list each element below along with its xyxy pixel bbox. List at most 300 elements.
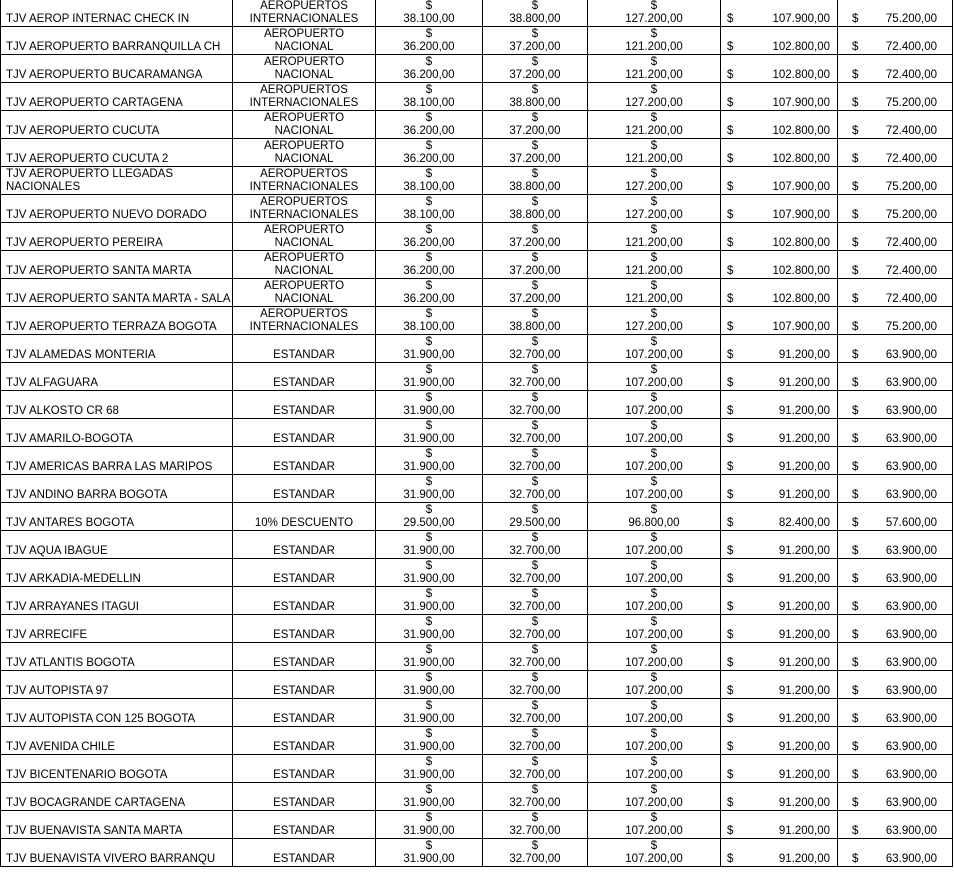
price-cell-v4 [721,531,838,559]
price-cell-v4 [721,503,838,531]
currency-symbol: $ [531,448,539,460]
price-cell-v1 [376,279,483,307]
price-value: 36.200,00 [403,69,455,81]
currency-symbol: $ [650,812,658,824]
currency-symbol: $ [852,713,859,725]
category-cell [233,223,376,251]
currency-symbol: $ [531,504,539,516]
currency-symbol: $ [852,125,859,137]
price-cell-v5 [838,699,953,727]
category-cell [233,83,376,111]
price-cell-v4 [721,671,838,699]
location-name: TJV BICENTENARIO BOGOTA [6,769,168,781]
currency-symbol: $ [425,756,433,768]
location-name-cell [1,223,233,251]
currency-symbol: $ [650,364,658,376]
price-value: 63.900,00 [885,405,937,417]
category-cell [233,811,376,839]
currency-symbol: $ [531,168,539,180]
currency-symbol: $ [531,28,539,40]
location-name-cell [1,139,233,167]
location-name-cell [1,475,233,503]
price-cell-v4 [721,839,838,867]
category-cell [233,475,376,503]
currency-symbol: $ [852,629,859,641]
location-name: TJV BUENAVISTA SANTA MARTA [6,825,183,837]
table-row [1,811,953,839]
price-cell-v5 [838,335,953,363]
price-cell-v2 [483,783,588,811]
currency-symbol: $ [650,560,658,572]
table-row [1,83,953,111]
price-cell-v4 [721,139,838,167]
price-value: 32.700,00 [509,461,561,473]
category-label: AEROPUERTOS INTERNACIONALES [249,168,359,193]
price-cell-v3 [588,727,721,755]
price-value: 63.900,00 [885,377,937,389]
price-value: 121.200,00 [625,237,683,249]
currency-symbol: $ [531,224,539,236]
location-name-cell [1,391,233,419]
price-cell-v4 [721,643,838,671]
price-cell-v3 [588,671,721,699]
price-value: 107.200,00 [625,461,683,473]
price-cell-v1 [376,475,483,503]
price-cell-v2 [483,391,588,419]
price-value: 91.200,00 [778,545,830,557]
price-value: 63.900,00 [885,853,937,865]
price-cell-v5 [838,279,953,307]
price-cell-v1 [376,307,483,335]
price-cell-v2 [483,643,588,671]
currency-symbol: $ [852,769,859,781]
category-cell [233,839,376,867]
currency-symbol: $ [531,252,539,264]
category-cell [233,503,376,531]
category-label: AEROPUERTO NACIONAL [263,252,345,277]
currency-symbol: $ [425,504,433,516]
table-row [1,447,953,475]
table-row [1,195,953,223]
currency-symbol: $ [650,196,658,208]
category-cell [233,699,376,727]
location-name-cell [1,27,233,55]
currency-symbol: $ [425,308,433,320]
location-name-cell [1,615,233,643]
currency-symbol: $ [650,168,658,180]
price-cell-v3 [588,699,721,727]
price-value: 31.900,00 [403,377,455,389]
location-name: TJV AEROPUERTO CUCUTA [6,125,160,137]
price-value: 36.200,00 [403,125,455,137]
table-row [1,587,953,615]
table-row [1,559,953,587]
price-cell-v1 [376,447,483,475]
price-cell-v5 [838,475,953,503]
price-cell-v2 [483,195,588,223]
category-cell [233,447,376,475]
currency-symbol: $ [727,769,734,781]
category-cell [233,139,376,167]
price-value: 31.900,00 [403,797,455,809]
currency-symbol: $ [650,532,658,544]
location-name-cell [1,167,233,195]
price-value: 37.200,00 [509,237,561,249]
price-cell-v2 [483,251,588,279]
price-value: 32.700,00 [509,797,561,809]
currency-symbol: $ [425,336,433,348]
table-row [1,643,953,671]
table-row [1,391,953,419]
location-name: TJV AEROPUERTO BARRANQUILLA CH [6,41,221,53]
price-value: 31.900,00 [403,657,455,669]
price-value: 75.200,00 [885,181,937,193]
location-name-cell [1,55,233,83]
category-label: AEROPUERTO NACIONAL [263,224,345,249]
currency-symbol: $ [727,237,734,249]
currency-symbol: $ [650,308,658,320]
price-cell-v1 [376,783,483,811]
price-cell-v3 [588,615,721,643]
currency-symbol: $ [852,433,859,445]
currency-symbol: $ [852,825,859,837]
category-cell [233,27,376,55]
currency-symbol: $ [727,573,734,585]
currency-symbol: $ [531,0,539,12]
currency-symbol: $ [852,405,859,417]
location-name-cell [1,279,233,307]
category-label: ESTANDAR [273,657,335,669]
price-cell-v4 [721,83,838,111]
price-cell-v4 [721,279,838,307]
price-cell-v2 [483,811,588,839]
price-cell-v4 [721,755,838,783]
price-cell-v1 [376,223,483,251]
price-value: 107.200,00 [625,489,683,501]
category-cell [233,55,376,83]
currency-symbol: $ [425,728,433,740]
category-label: AEROPUERTOS INTERNACIONALES [249,196,359,221]
location-name-cell [1,839,233,867]
price-value: 31.900,00 [403,741,455,753]
price-value: 37.200,00 [509,69,561,81]
location-name: TJV AEROPUERTO LLEGADAS NACIONALES [6,168,174,193]
price-cell-v3 [588,27,721,55]
currency-symbol: $ [650,224,658,236]
currency-symbol: $ [727,125,734,137]
price-value: 32.700,00 [509,769,561,781]
price-value: 38.800,00 [509,321,561,333]
price-value: 102.800,00 [772,293,830,305]
currency-symbol: $ [650,392,658,404]
price-cell-v4 [721,251,838,279]
price-value: 75.200,00 [885,321,937,333]
price-value: 63.900,00 [885,461,937,473]
price-cell-v1 [376,727,483,755]
price-value: 107.200,00 [625,601,683,613]
price-value: 31.900,00 [403,349,455,361]
currency-symbol: $ [531,588,539,600]
price-cell-v2 [483,531,588,559]
price-cell-v1 [376,195,483,223]
category-label: ESTANDAR [273,433,335,445]
category-cell [233,167,376,195]
currency-symbol: $ [852,573,859,585]
price-cell-v1 [376,363,483,391]
price-value: 102.800,00 [772,69,830,81]
currency-symbol: $ [531,140,539,152]
price-value: 63.900,00 [885,433,937,445]
price-value: 121.200,00 [625,153,683,165]
price-value: 72.400,00 [885,293,937,305]
price-cell-v4 [721,587,838,615]
price-cell-v2 [483,559,588,587]
currency-symbol: $ [425,0,433,12]
location-name-cell [1,531,233,559]
price-value: 121.200,00 [625,125,683,137]
location-name-cell [1,559,233,587]
location-name: TJV ALKOSTO CR 68 [6,405,119,417]
currency-symbol: $ [727,97,734,109]
currency-symbol: $ [531,672,539,684]
currency-symbol: $ [650,784,658,796]
table-row [1,671,953,699]
price-value: 91.200,00 [778,349,830,361]
category-label: ESTANDAR [273,461,335,473]
price-cell-v5 [838,167,953,195]
price-value: 107.200,00 [625,713,683,725]
category-label: AEROPUERTOS INTERNACIONALES [249,0,359,25]
price-value: 107.900,00 [772,321,830,333]
price-value: 36.200,00 [403,41,455,53]
price-cell-v2 [483,139,588,167]
currency-symbol: $ [727,741,734,753]
currency-symbol: $ [727,797,734,809]
currency-symbol: $ [531,280,539,292]
price-value: 127.200,00 [625,321,683,333]
currency-symbol: $ [425,140,433,152]
price-value: 63.900,00 [885,489,937,501]
price-value: 38.800,00 [509,181,561,193]
category-cell [233,363,376,391]
price-cell-v1 [376,0,483,27]
location-name: TJV AUTOPISTA 97 [6,685,109,697]
price-cell-v1 [376,83,483,111]
location-name: TJV ATLANTIS BOGOTA [6,657,135,669]
currency-symbol: $ [650,588,658,600]
location-name: TJV BUENAVISTA VIVERO BARRANQU [6,853,216,865]
price-value: 38.100,00 [403,321,455,333]
location-name: TJV ALFAGUARA [6,377,99,389]
price-value: 37.200,00 [509,265,561,277]
price-value: 121.200,00 [625,69,683,81]
price-value: 31.900,00 [403,461,455,473]
location-name-cell [1,727,233,755]
location-name-cell [1,195,233,223]
currency-symbol: $ [727,293,734,305]
price-value: 107.200,00 [625,405,683,417]
price-cell-v5 [838,307,953,335]
currency-symbol: $ [425,168,433,180]
price-value: 107.200,00 [625,573,683,585]
price-value: 107.900,00 [772,97,830,109]
currency-symbol: $ [852,321,859,333]
location-name-cell [1,587,233,615]
category-cell [233,195,376,223]
currency-symbol: $ [425,392,433,404]
price-value: 38.100,00 [403,97,455,109]
category-cell [233,783,376,811]
price-value: 32.700,00 [509,405,561,417]
currency-symbol: $ [425,224,433,236]
location-name: TJV ARRECIFE [6,629,88,641]
currency-symbol: $ [425,812,433,824]
price-cell-v1 [376,251,483,279]
currency-symbol: $ [852,741,859,753]
price-cell-v4 [721,27,838,55]
currency-symbol: $ [852,13,859,25]
category-label: ESTANDAR [273,797,335,809]
table-row [1,111,953,139]
price-cell-v5 [838,27,953,55]
currency-symbol: $ [531,364,539,376]
price-value: 107.200,00 [625,377,683,389]
currency-symbol: $ [852,209,859,221]
currency-symbol: $ [727,349,734,361]
category-cell [233,391,376,419]
location-name: TJV ARRAYANES ITAGUI [6,601,139,613]
currency-symbol: $ [425,700,433,712]
currency-symbol: $ [425,28,433,40]
currency-symbol: $ [531,616,539,628]
price-cell-v4 [721,811,838,839]
price-cell-v2 [483,419,588,447]
price-cell-v2 [483,755,588,783]
category-label: ESTANDAR [273,769,335,781]
price-cell-v5 [838,811,953,839]
currency-symbol: $ [425,196,433,208]
currency-symbol: $ [852,265,859,277]
price-value: 102.800,00 [772,265,830,277]
price-value: 121.200,00 [625,41,683,53]
price-value: 32.700,00 [509,545,561,557]
price-cell-v1 [376,55,483,83]
category-label: ESTANDAR [273,741,335,753]
currency-symbol: $ [425,448,433,460]
price-value: 96.800,00 [628,517,680,529]
price-value: 31.900,00 [403,769,455,781]
price-cell-v4 [721,0,838,27]
location-name: TJV AMARILO-BOGOTA [6,433,133,445]
currency-symbol: $ [650,840,658,852]
currency-symbol: $ [531,420,539,432]
price-value: 32.700,00 [509,573,561,585]
currency-symbol: $ [852,657,859,669]
price-cell-v1 [376,699,483,727]
price-value: 91.200,00 [778,769,830,781]
table-row [1,223,953,251]
table-row [1,475,953,503]
price-value: 37.200,00 [509,125,561,137]
location-name-cell [1,699,233,727]
currency-symbol: $ [425,112,433,124]
price-cell-v1 [376,587,483,615]
category-label: ESTANDAR [273,405,335,417]
currency-symbol: $ [852,69,859,81]
table-row [1,699,953,727]
price-cell-v5 [838,503,953,531]
currency-symbol: $ [727,713,734,725]
price-cell-v2 [483,727,588,755]
price-value: 127.200,00 [625,209,683,221]
price-value: 31.900,00 [403,545,455,557]
price-value: 72.400,00 [885,237,937,249]
table-row [1,363,953,391]
currency-symbol: $ [650,140,658,152]
currency-symbol: $ [650,700,658,712]
price-cell-v2 [483,223,588,251]
price-cell-v3 [588,447,721,475]
category-label: AEROPUERTO NACIONAL [263,28,345,53]
price-cell-v5 [838,783,953,811]
table-row [1,783,953,811]
price-cell-v4 [721,167,838,195]
price-value: 31.900,00 [403,573,455,585]
currency-symbol: $ [531,112,539,124]
price-value: 91.200,00 [778,685,830,697]
category-cell [233,615,376,643]
price-cell-v1 [376,167,483,195]
price-cell-v4 [721,559,838,587]
price-cell-v1 [376,839,483,867]
category-label: ESTANDAR [273,377,335,389]
location-name: TJV ALAMEDAS MONTERIA [6,349,156,361]
price-cell-v5 [838,391,953,419]
category-label: ESTANDAR [273,601,335,613]
price-cell-v3 [588,0,721,27]
price-cell-v2 [483,307,588,335]
price-value: 75.200,00 [885,209,937,221]
category-label: AEROPUERTO NACIONAL [263,56,345,81]
price-value: 63.900,00 [885,629,937,641]
price-value: 31.900,00 [403,405,455,417]
currency-symbol: $ [650,252,658,264]
price-value: 91.200,00 [778,405,830,417]
price-cell-v1 [376,615,483,643]
currency-symbol: $ [727,685,734,697]
currency-symbol: $ [650,644,658,656]
price-cell-v1 [376,643,483,671]
location-name-cell [1,251,233,279]
price-cell-v4 [721,419,838,447]
price-value: 37.200,00 [509,41,561,53]
category-label: ESTANDAR [273,629,335,641]
price-value: 32.700,00 [509,349,561,361]
price-value: 38.800,00 [509,209,561,221]
location-name-cell [1,811,233,839]
table-row [1,307,953,335]
table-row [1,167,953,195]
location-name: TJV AEROP INTERNAC CHECK IN [6,13,190,25]
price-cell-v3 [588,307,721,335]
price-cell-v1 [376,139,483,167]
currency-symbol: $ [531,336,539,348]
price-cell-v3 [588,531,721,559]
currency-symbol: $ [531,392,539,404]
price-cell-v2 [483,615,588,643]
price-cell-v1 [376,755,483,783]
price-cell-v5 [838,251,953,279]
